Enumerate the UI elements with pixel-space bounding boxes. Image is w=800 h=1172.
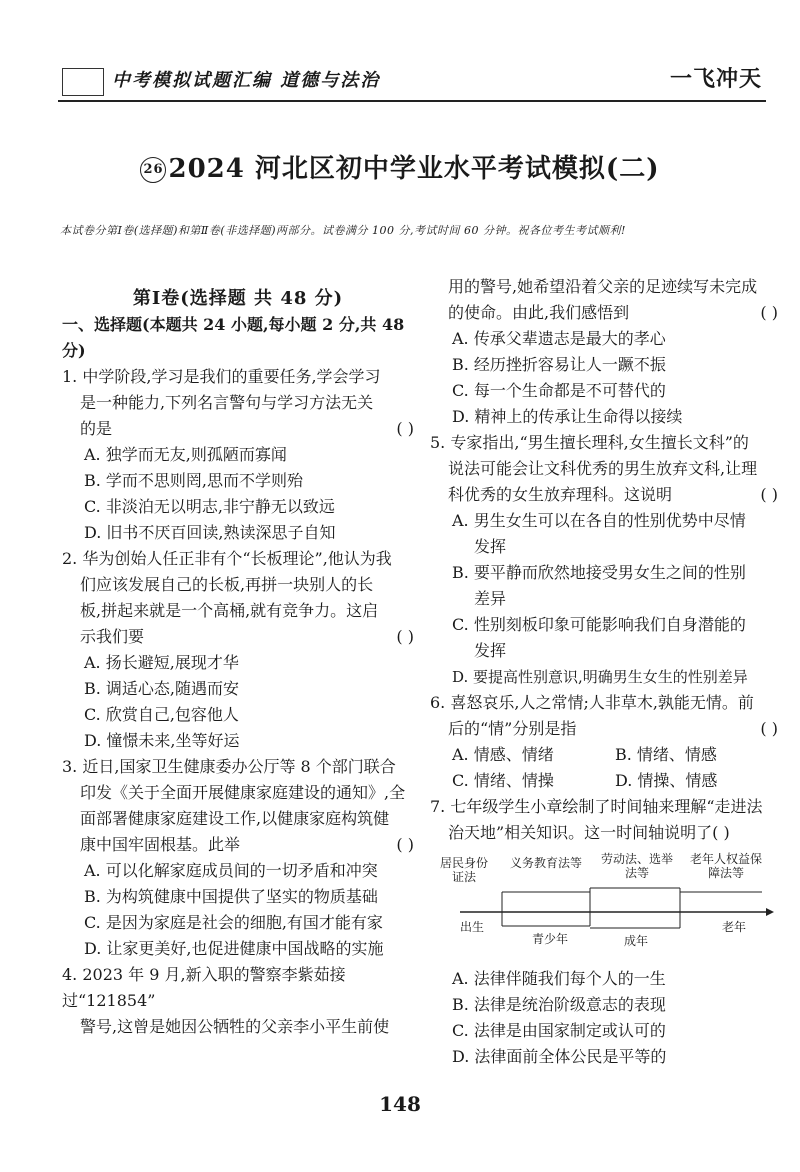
q3-option-d: D. 让家更美好,也促进健康中国战略的实施 [84, 939, 384, 958]
q6-option-a: A. 情感、情绪 [452, 745, 554, 764]
q5-option-d: D. 要提高性别意识,明确男生女生的性别差异 [452, 668, 748, 686]
question-4-start [62, 962, 414, 1040]
q5-stem-last: 科优秀的女生放弃理科。这说明 ( ) [430, 482, 778, 508]
q2-stem: 们应该发展自己的长板,再拼一块别人的长 [80, 575, 374, 594]
q5-option-b-cont: 差异 [474, 589, 507, 608]
q5-option-c: C. 性别刻板印象可能影响我们自身潜能的 [452, 615, 746, 634]
q2-stem: 2. 华为创始人任正非有个“长板理论”,他认为我 [62, 549, 392, 568]
q1-option-c: C. 非淡泊无以明志,非宁静无以致远 [84, 497, 335, 516]
q7-option-b: B. 法律是统治阶级意志的表现 [452, 995, 666, 1014]
right-column [430, 274, 778, 1070]
header-brand: 一飞冲天 [669, 66, 762, 92]
answer-blank: ( ) [396, 627, 414, 646]
q4-stem: 用的警号,她希望沿着父亲的足迹续写未完成 [448, 277, 758, 296]
header-rule [58, 100, 766, 102]
q7-stem: 治天地”相关知识。这一时间轴说明了( ) [448, 823, 730, 842]
q4-option-d: D. 精神上的传承让生命得以接续 [452, 407, 683, 426]
question-5 [430, 430, 778, 690]
question-6 [430, 690, 778, 794]
question-2 [62, 546, 414, 754]
q7-option-a: A. 法律伴随我们每个人的一生 [452, 969, 666, 988]
q1-stem-last: 的是 ( ) [62, 416, 414, 442]
q1-option-b: B. 学而不思则罔,思而不学则殆 [84, 471, 304, 490]
section-heading: 一、选择题(本题共 24 小题,每小题 2 分,共 48 分) [62, 315, 405, 360]
exam-number-badge: 26 [140, 157, 166, 183]
question-1 [62, 364, 414, 546]
page-number: 148 [379, 1092, 421, 1116]
q5-stem: 说法可能会让文科优秀的男生放弃文科,让理 [448, 459, 758, 478]
q2-option-c: C. 欣赏自己,包容他人 [84, 705, 239, 724]
q1-option-a: A. 独学而无友,则孤陋而寡闻 [84, 445, 287, 464]
q1-stem: 1. 中学阶段,学习是我们的重要任务,学会学习 [62, 367, 381, 386]
q2-option-a: A. 扬长避短,展现才华 [84, 653, 239, 672]
q4-stem: 警号,这曾是她因公牺牲的父亲李小平生前使 [80, 1017, 390, 1036]
q3-stem: 印发《关于全面开展健康家庭建设的通知》,全 [80, 783, 406, 802]
section-title: 第Ⅰ卷(选择题 共 48 分) [132, 288, 344, 309]
question-4-cont [430, 274, 778, 430]
q7-option-c: C. 法律是由国家制定或认可的 [452, 1021, 666, 1040]
timeline-stage-adult: 成年 [623, 934, 648, 948]
q3-stem: 3. 近日,国家卫生健康委办公厅等 8 个部门联合 [62, 757, 396, 776]
timeline-label-elderly-law: 老年人权益保障法等 [689, 852, 762, 880]
timeline-diagram [430, 850, 778, 960]
q6-options-row1 [430, 742, 778, 768]
q6-option-d: D. 情操、情感 [615, 771, 718, 790]
q3-option-c: C. 是因为家庭是社会的细胞,有国才能有家 [84, 913, 383, 932]
answer-blank: ( ) [760, 719, 778, 738]
q2-stem: 板,拼起来就是一个高桶,就有竞争力。这启 [80, 601, 379, 620]
q6-option-b: B. 情绪、情感 [615, 745, 717, 764]
exam-instructions: 本试卷分第Ⅰ卷(选择题)和第Ⅱ卷(非选择题)两部分。试卷满分 100 分,考试时间 60 分钟。祝各位考生考试顺利! [60, 224, 626, 237]
timeline-label-id-law: 居民身份证法 [439, 856, 488, 884]
q2-option-b: B. 调适心态,随遇而安 [84, 679, 240, 698]
timeline-stage-youth: 青少年 [531, 932, 568, 946]
q5-option-a: A. 男生女生可以在各自的性别优势中尽情 [452, 511, 746, 530]
header-logo-box [62, 68, 104, 96]
q6-stem-last: 后的“情”分别是指 ( ) [430, 716, 778, 742]
question-3 [62, 754, 414, 962]
q1-stem: 是一种能力,下列名言警句与学习方法无关 [80, 393, 374, 412]
answer-blank: ( ) [760, 303, 778, 322]
q5-option-c-cont: 发挥 [474, 641, 507, 660]
q3-stem: 面部署健康家庭建设工作,以健康家庭构筑健 [80, 809, 390, 828]
q4-option-b: B. 经历挫折容易让人一蹶不振 [452, 355, 666, 374]
q1-option-d: D. 旧书不厌百回读,熟读深思子自知 [84, 523, 336, 542]
q4-option-a: A. 传承父辈遗志是最大的孝心 [452, 329, 666, 348]
timeline-stage-elderly: 老年 [721, 920, 746, 934]
question-7 [430, 794, 778, 1070]
timeline-label-education-law: 义务教育法等 [510, 856, 583, 870]
q4-option-c: C. 每一个生命都是不可替代的 [452, 381, 666, 400]
q2-stem-last: 示我们要 ( ) [62, 624, 414, 650]
q6-options-row2 [430, 768, 778, 794]
answer-blank: ( ) [396, 835, 414, 854]
q7-stem: 7. 七年级学生小章绘制了时间轴来理解“走进法 [430, 797, 763, 816]
left-column [62, 286, 414, 1040]
q2-option-d: D. 憧憬未来,坐等好运 [84, 731, 240, 750]
q6-stem: 6. 喜怒哀乐,人之常情;人非草木,孰能无情。前 [430, 693, 754, 712]
q5-option-a-cont: 发挥 [474, 537, 507, 556]
q3-stem-last: 康中国牢固根基。此举 ( ) [62, 832, 414, 858]
q4-stem: 4. 2023 年 9 月,新入职的警察李紫茹接过“121854” [62, 965, 346, 1010]
header-book-title: 中考模拟试题汇编 道德与法治 [112, 70, 381, 91]
q4-stem-last: 的使命。由此,我们感悟到 ( ) [430, 300, 778, 326]
q6-option-c: C. 情绪、情操 [452, 771, 554, 790]
answer-blank: ( ) [760, 485, 778, 504]
timeline-stage-birth: 出生 [459, 920, 484, 934]
q5-option-b: B. 要平静而欣然地接受男女生之间的性别 [452, 563, 746, 582]
q3-option-b: B. 为构筑健康中国提供了坚实的物质基础 [84, 887, 378, 906]
exam-title-text: 2024 河北区初中学业水平考试模拟(二) [168, 154, 660, 184]
q3-option-a: A. 可以化解家庭成员间的一切矛盾和冲突 [84, 861, 378, 880]
timeline-label-labor-law: 劳动法、选举法等 [600, 852, 673, 880]
q5-stem: 5. 专家指出,“男生擅长理科,女生擅长文科”的 [430, 433, 749, 452]
answer-blank: ( ) [396, 419, 414, 438]
exam-title [0, 148, 800, 185]
q7-option-d: D. 法律面前全体公民是平等的 [452, 1047, 667, 1066]
